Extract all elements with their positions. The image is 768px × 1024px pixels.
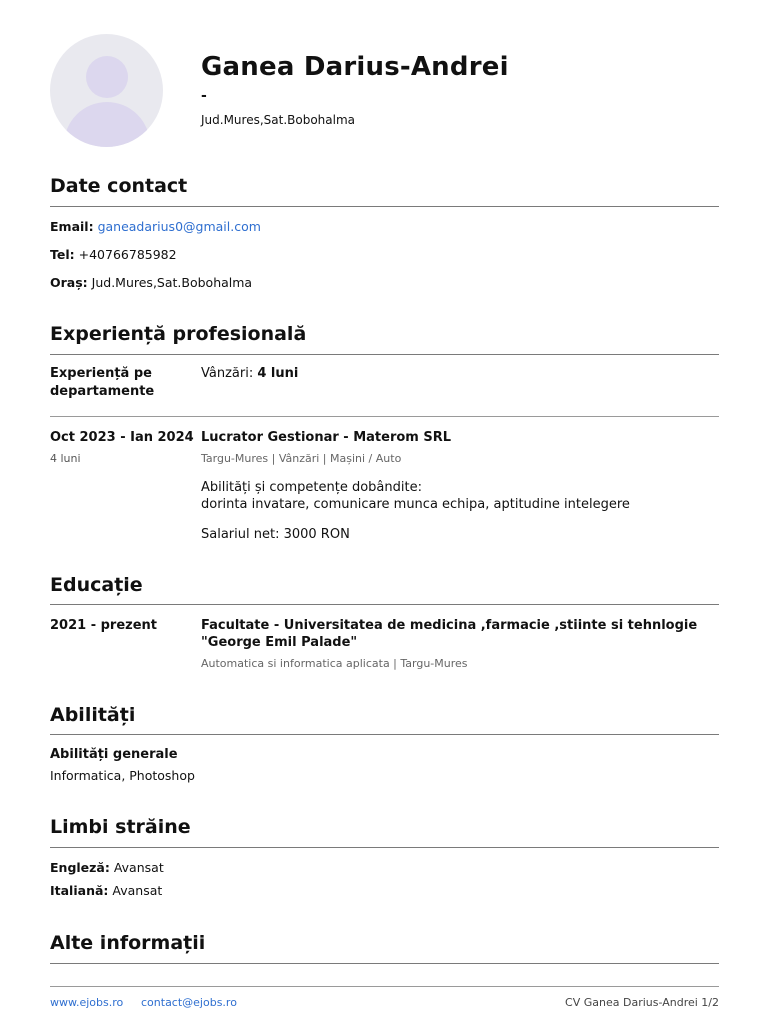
- section-divider: [50, 604, 719, 605]
- department-experience-value: [201, 365, 298, 383]
- avatar-head-shape: [86, 56, 128, 98]
- section-divider: [50, 206, 719, 207]
- email-link[interactable]: ganeadarius0@gmail.com: [97, 219, 261, 234]
- avatar-body-shape: [64, 102, 150, 147]
- education-meta: Automatica si informatica aplicata | Targu-Mures: [201, 657, 468, 670]
- section-title-contact: Date contact: [50, 175, 188, 197]
- tel-value: +40766785982: [78, 247, 177, 262]
- job-salary-row: [201, 526, 350, 544]
- header-location: Jud.Mures,Sat.Bobohalma: [201, 113, 356, 127]
- section-title-education: Educație: [50, 574, 143, 596]
- footer-email-link[interactable]: contact@ejobs.ro: [141, 996, 237, 1009]
- general-skills-value: Informatica, Photoshop: [50, 768, 195, 783]
- header-dash: -: [201, 88, 207, 104]
- cv-page: [50, 0, 719, 1024]
- language-row: [50, 860, 164, 875]
- education-school-line1: Facultate - Universitatea de medicina ,farmacie ,stiinte si tehnlogie: [201, 618, 698, 633]
- contact-city-row: [50, 275, 252, 290]
- job-period: Oct 2023 - Ian 2024: [50, 430, 194, 445]
- section-title-languages: Limbi străine: [50, 816, 191, 838]
- job-meta: Targu-Mures | Vânzări | Mașini / Auto: [201, 452, 402, 465]
- tel-label: Tel:: [50, 247, 75, 262]
- job-duration: 4 luni: [50, 452, 81, 465]
- section-title-experience: Experiență profesională: [50, 323, 307, 345]
- city-label: Oraș:: [50, 275, 88, 290]
- section-divider: [50, 847, 719, 848]
- section-divider: [50, 354, 719, 355]
- language-label: Engleză:: [50, 860, 110, 875]
- salary-value: 3000 RON: [283, 527, 350, 542]
- email-label: Email:: [50, 219, 94, 234]
- footer-site-link[interactable]: www.ejobs.ro: [50, 996, 124, 1009]
- footer-page-info: CV Ganea Darius-Andrei 1/2: [565, 996, 719, 1009]
- candidate-name: Ganea Darius-Andrei: [201, 52, 509, 82]
- avatar-placeholder: [50, 34, 163, 147]
- section-title-skills: Abilități: [50, 704, 136, 726]
- salary-label: Salariul net:: [201, 527, 280, 542]
- city-value: Jud.Mures,Sat.Bobohalma: [91, 275, 253, 290]
- section-divider: [50, 963, 719, 964]
- section-title-other: Alte informații: [50, 932, 206, 954]
- language-level: Avansat: [112, 883, 163, 898]
- general-skills-label: Abilități generale: [50, 747, 178, 762]
- department-duration: 4 luni: [257, 366, 299, 381]
- job-skills: dorinta invatare, comunicare munca echipa, aptitudine intelegere: [201, 497, 630, 512]
- contact-email-row: [50, 219, 261, 234]
- education-school-line2: "George Emil Palade": [201, 635, 358, 650]
- contact-tel-row: [50, 247, 177, 262]
- department-name: Vânzări:: [201, 366, 254, 381]
- footer-divider: [50, 986, 719, 987]
- job-skills-label: Abilități și competențe dobândite:: [201, 480, 422, 495]
- language-row: [50, 883, 162, 898]
- department-experience-label: Experiență pe departamente: [50, 366, 155, 399]
- education-period: 2021 - prezent: [50, 618, 158, 633]
- language-label: Italiană:: [50, 883, 109, 898]
- section-divider: [50, 734, 719, 735]
- language-level: Avansat: [113, 860, 164, 875]
- job-title: Lucrator Gestionar - Materom SRL: [201, 430, 452, 445]
- subsection-divider: [50, 416, 719, 417]
